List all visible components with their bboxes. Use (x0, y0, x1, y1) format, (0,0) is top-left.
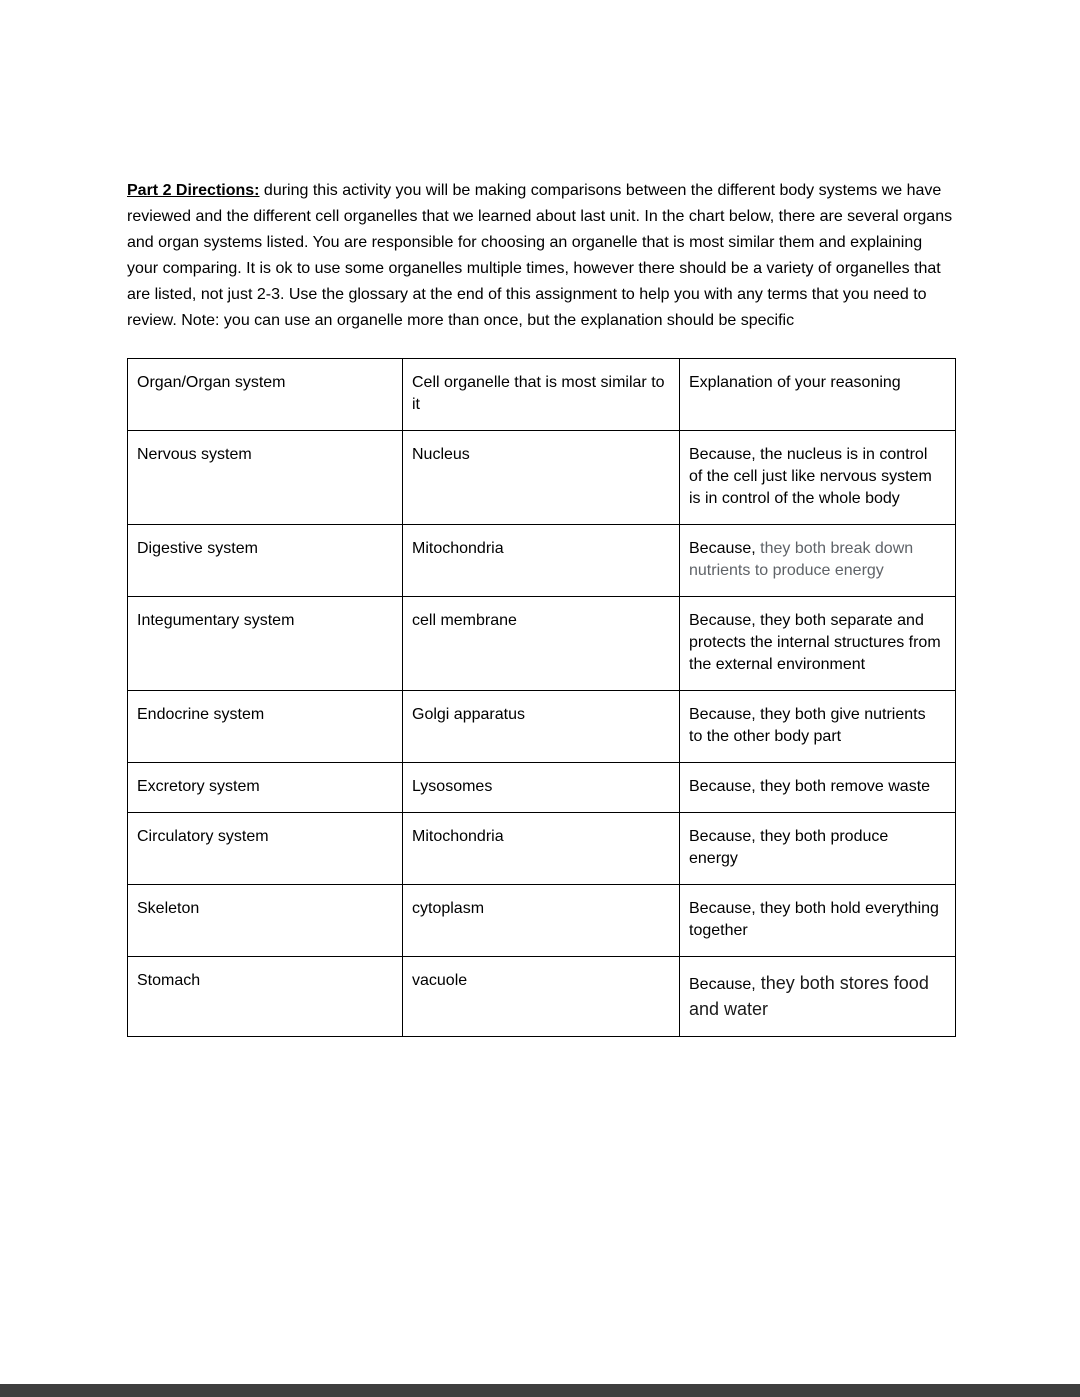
table-row (128, 525, 956, 597)
header-explanation: Explanation of your reasoning (680, 359, 956, 431)
organ-cell: Digestive system (128, 525, 403, 597)
table-row (128, 597, 956, 691)
organelle-cell: vacuole (403, 957, 680, 1037)
explanation-text: they both break down nutrients to produce energy (689, 540, 914, 579)
explanation-cell (680, 691, 956, 763)
header-organelle: Cell organelle that is most similar to it (403, 359, 680, 431)
explanation-cell (680, 885, 956, 957)
explanation-text: they both produce energy (689, 828, 889, 867)
organelle-cell: Mitochondria (403, 525, 680, 597)
organ-cell: Nervous system (128, 431, 403, 525)
explanation-text: they both give nutrients to the other body part (689, 706, 926, 745)
explanation-cell (680, 813, 956, 885)
explanation-text: the nucleus is in control of the cell just like nervous system is in control of the whole body (689, 446, 932, 507)
organ-cell: Endocrine system (128, 691, 403, 763)
organelle-cell: Lysosomes (403, 763, 680, 813)
table-row (128, 763, 956, 813)
directions-heading: Part 2 Directions: (127, 182, 260, 199)
explanation-prefix: Because, (689, 828, 756, 845)
explanation-prefix: Because, (689, 706, 756, 723)
explanation-prefix: Because, (689, 900, 756, 917)
header-organ: Organ/Organ system (128, 359, 403, 431)
directions-body: during this activity you will be making comparisons between the different body systems we have reviewed and the different cell organelles that we learned about last unit. In the chart below, there are several organs and organ systems listed. You are responsible for choosing an organelle that is most similar them and explaining your comparing. It is ok to use some organelles multiple times, however there should be a variety of organelles that are listed, not just 2-3. Use the glossary at the end of this assignment to help you with any terms that you need to review. Note: you can use an organelle more than once, but the explanation should be specific (127, 182, 953, 329)
table-header-row (128, 359, 956, 431)
explanation-text: they both separate and protects the internal structures from the external environment (689, 612, 941, 673)
organ-cell: Integumentary system (128, 597, 403, 691)
table-row (128, 431, 956, 525)
explanation-text: they both hold everything together (689, 900, 939, 939)
explanation-prefix: Because, (689, 446, 756, 463)
organelle-cell: Golgi apparatus (403, 691, 680, 763)
document-content (127, 178, 957, 1037)
table-row (128, 885, 956, 957)
explanation-cell (680, 763, 956, 813)
organ-cell: Stomach (128, 957, 403, 1037)
explanation-cell (680, 597, 956, 691)
explanation-cell (680, 957, 956, 1037)
table-row (128, 691, 956, 763)
organelle-cell: cytoplasm (403, 885, 680, 957)
comparison-table (127, 358, 956, 1037)
explanation-prefix: Because, (689, 612, 756, 629)
organelle-cell: cell membrane (403, 597, 680, 691)
viewport-bottom-edge (0, 1384, 1080, 1397)
organ-cell: Excretory system (128, 763, 403, 813)
explanation-prefix: Because, (689, 778, 756, 795)
directions-paragraph (127, 178, 957, 334)
table-row (128, 957, 956, 1037)
explanation-text: they both stores food and water (689, 973, 929, 1019)
explanation-cell (680, 431, 956, 525)
table-row (128, 813, 956, 885)
explanation-prefix: Because, (689, 540, 756, 557)
organ-cell: Skeleton (128, 885, 403, 957)
explanation-prefix: Because, (689, 976, 756, 993)
organelle-cell: Nucleus (403, 431, 680, 525)
organ-cell: Circulatory system (128, 813, 403, 885)
explanation-text: they both remove waste (755, 778, 931, 795)
explanation-cell (680, 525, 956, 597)
organelle-cell: Mitochondria (403, 813, 680, 885)
